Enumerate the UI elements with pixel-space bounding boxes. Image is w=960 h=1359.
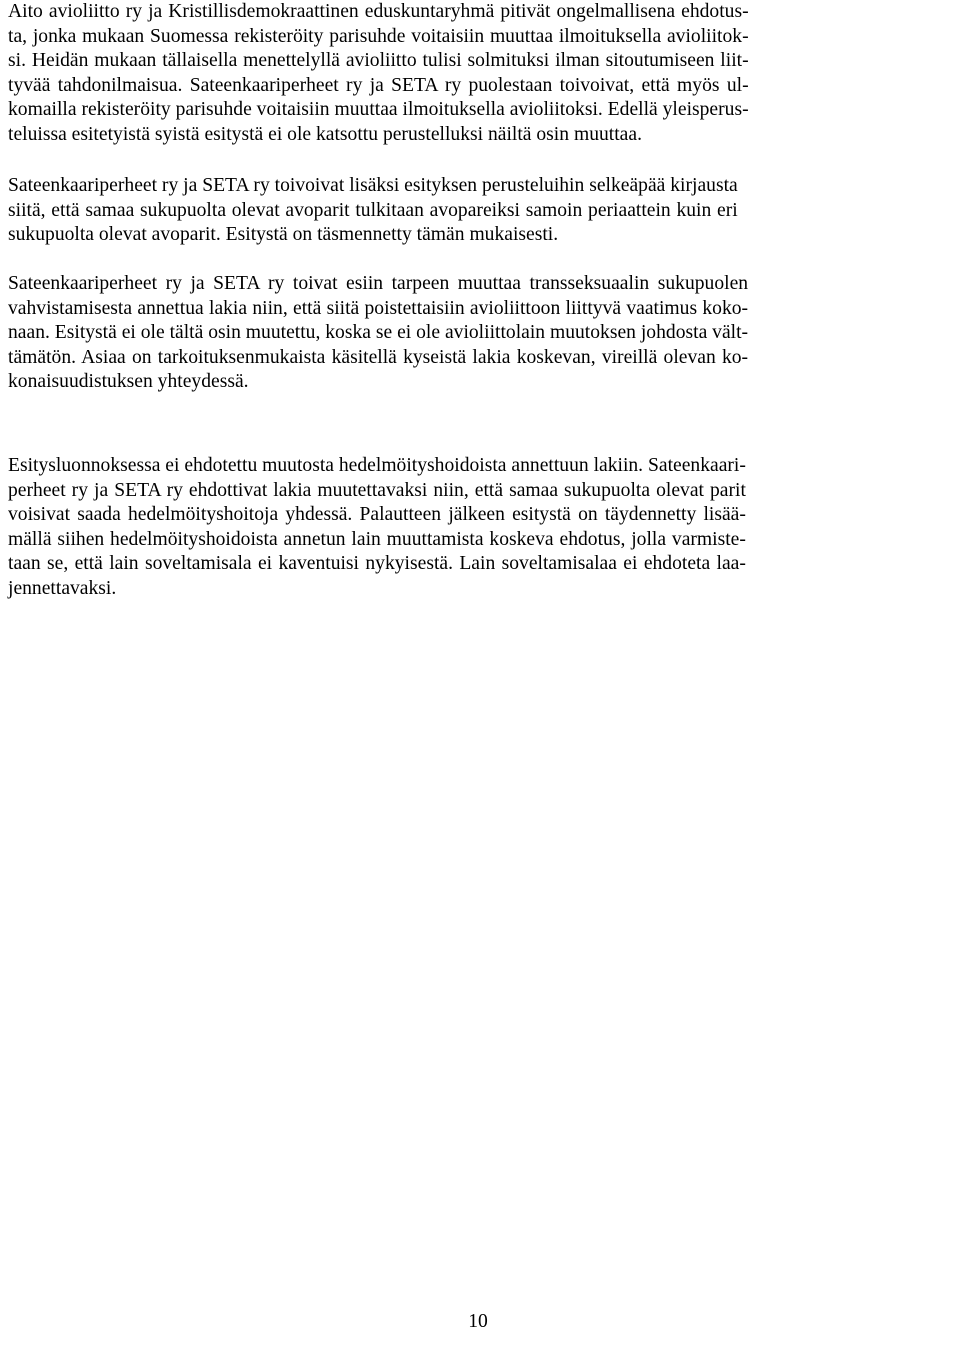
paragraph-transseksuaalin-sukupuoli bbox=[8, 272, 748, 395]
text-line: si. Heidän mukaan tällaisella menettelyllä avioliitto tulisi solmituksi ilman sitoutumiseen liit- bbox=[8, 50, 749, 71]
paragraph-avoparit bbox=[8, 174, 738, 248]
text-line: Aito avioliitto ry ja Kristillisdemokraattinen eduskuntaryhmä pitivät ongelmallisena ehdotus- bbox=[8, 1, 749, 22]
page-number: 10 bbox=[468, 1311, 488, 1332]
text-line: siitä, että samaa sukupuolta olevat avoparit tulkitaan avopareiksi samoin periaattein kuin eri bbox=[8, 199, 738, 221]
text-line: tämätön. Asiaa on tarkoituksenmukaista käsitellä kyseistä lakia koskevan, vireillä olevan ko- bbox=[8, 346, 749, 368]
paragraph-aito-avioliitto bbox=[8, 0, 749, 147]
text-line: taan se, että lain soveltamisala ei kaventuisi nykyisestä. Lain soveltamisalaa ei ehdoteta laa- bbox=[8, 553, 746, 574]
text-line: ta, jonka mukaan Suomessa rekisteröity parisuhde voitaisiin muuttaa ilmoituksella avioliitok- bbox=[8, 25, 749, 47]
text-line: vahvistamisesta annettua lakia niin, että siitä poistettaisiin avioliittoon liittyvä vaatimus koko- bbox=[8, 297, 749, 319]
text-line: voisivat saada hedelmöityshoitoja yhdessä. Palautteen jälkeen esitystä on täydennetty lisää- bbox=[8, 504, 746, 525]
text-line: mällä siihen hedelmöityshoidoista annetun lain muuttamista koskeva ehdotus, jolla varmiste- bbox=[8, 528, 746, 550]
text-line: konaisuudistuksen yhteydessä. bbox=[8, 371, 249, 392]
text-line: perheet ry ja SETA ry ehdottivat lakia muutettavaksi niin, että samaa sukupuolta olevat parit bbox=[8, 479, 746, 501]
paragraph-hedelmoityshoidot bbox=[8, 454, 746, 601]
text-line: naan. Esitystä ei ole tältä osin muutettu, koska se ei ole avioliittolain muutoksen johdosta vält- bbox=[8, 322, 749, 343]
text-line: komailla rekisteröity parisuhde voitaisiin muuttaa ilmoituksella avioliitoksi. Edellä yleisperus- bbox=[8, 99, 749, 120]
text-line: tyvää tahdonilmaisua. Sateenkaariperheet ry ja SETA ry puolestaan toivoivat, että myös ul- bbox=[8, 74, 749, 96]
text-line: Sateenkaariperheet ry ja SETA ry toivat esiin tarpeen muuttaa transseksuaalin sukupuolen bbox=[8, 273, 749, 294]
text-line: sukupuolta olevat avoparit. Esitystä on täsmennetty tämän mukaisesti. bbox=[8, 224, 559, 245]
text-line: Esitysluonnoksessa ei ehdotettu muutosta hedelmöityshoidoista annettuun lakiin. Sateenkaari- bbox=[8, 455, 746, 476]
text-line: teluissa esitetyistä syistä esitystä ei ole katsottu perustelluksi näiltä osin muuttaa. bbox=[8, 123, 642, 145]
text-line: jennettavaksi. bbox=[8, 577, 117, 599]
text-line: Sateenkaariperheet ry ja SETA ry toivoivat lisäksi esityksen perusteluihin selkeäpää kirjausta bbox=[8, 175, 738, 196]
